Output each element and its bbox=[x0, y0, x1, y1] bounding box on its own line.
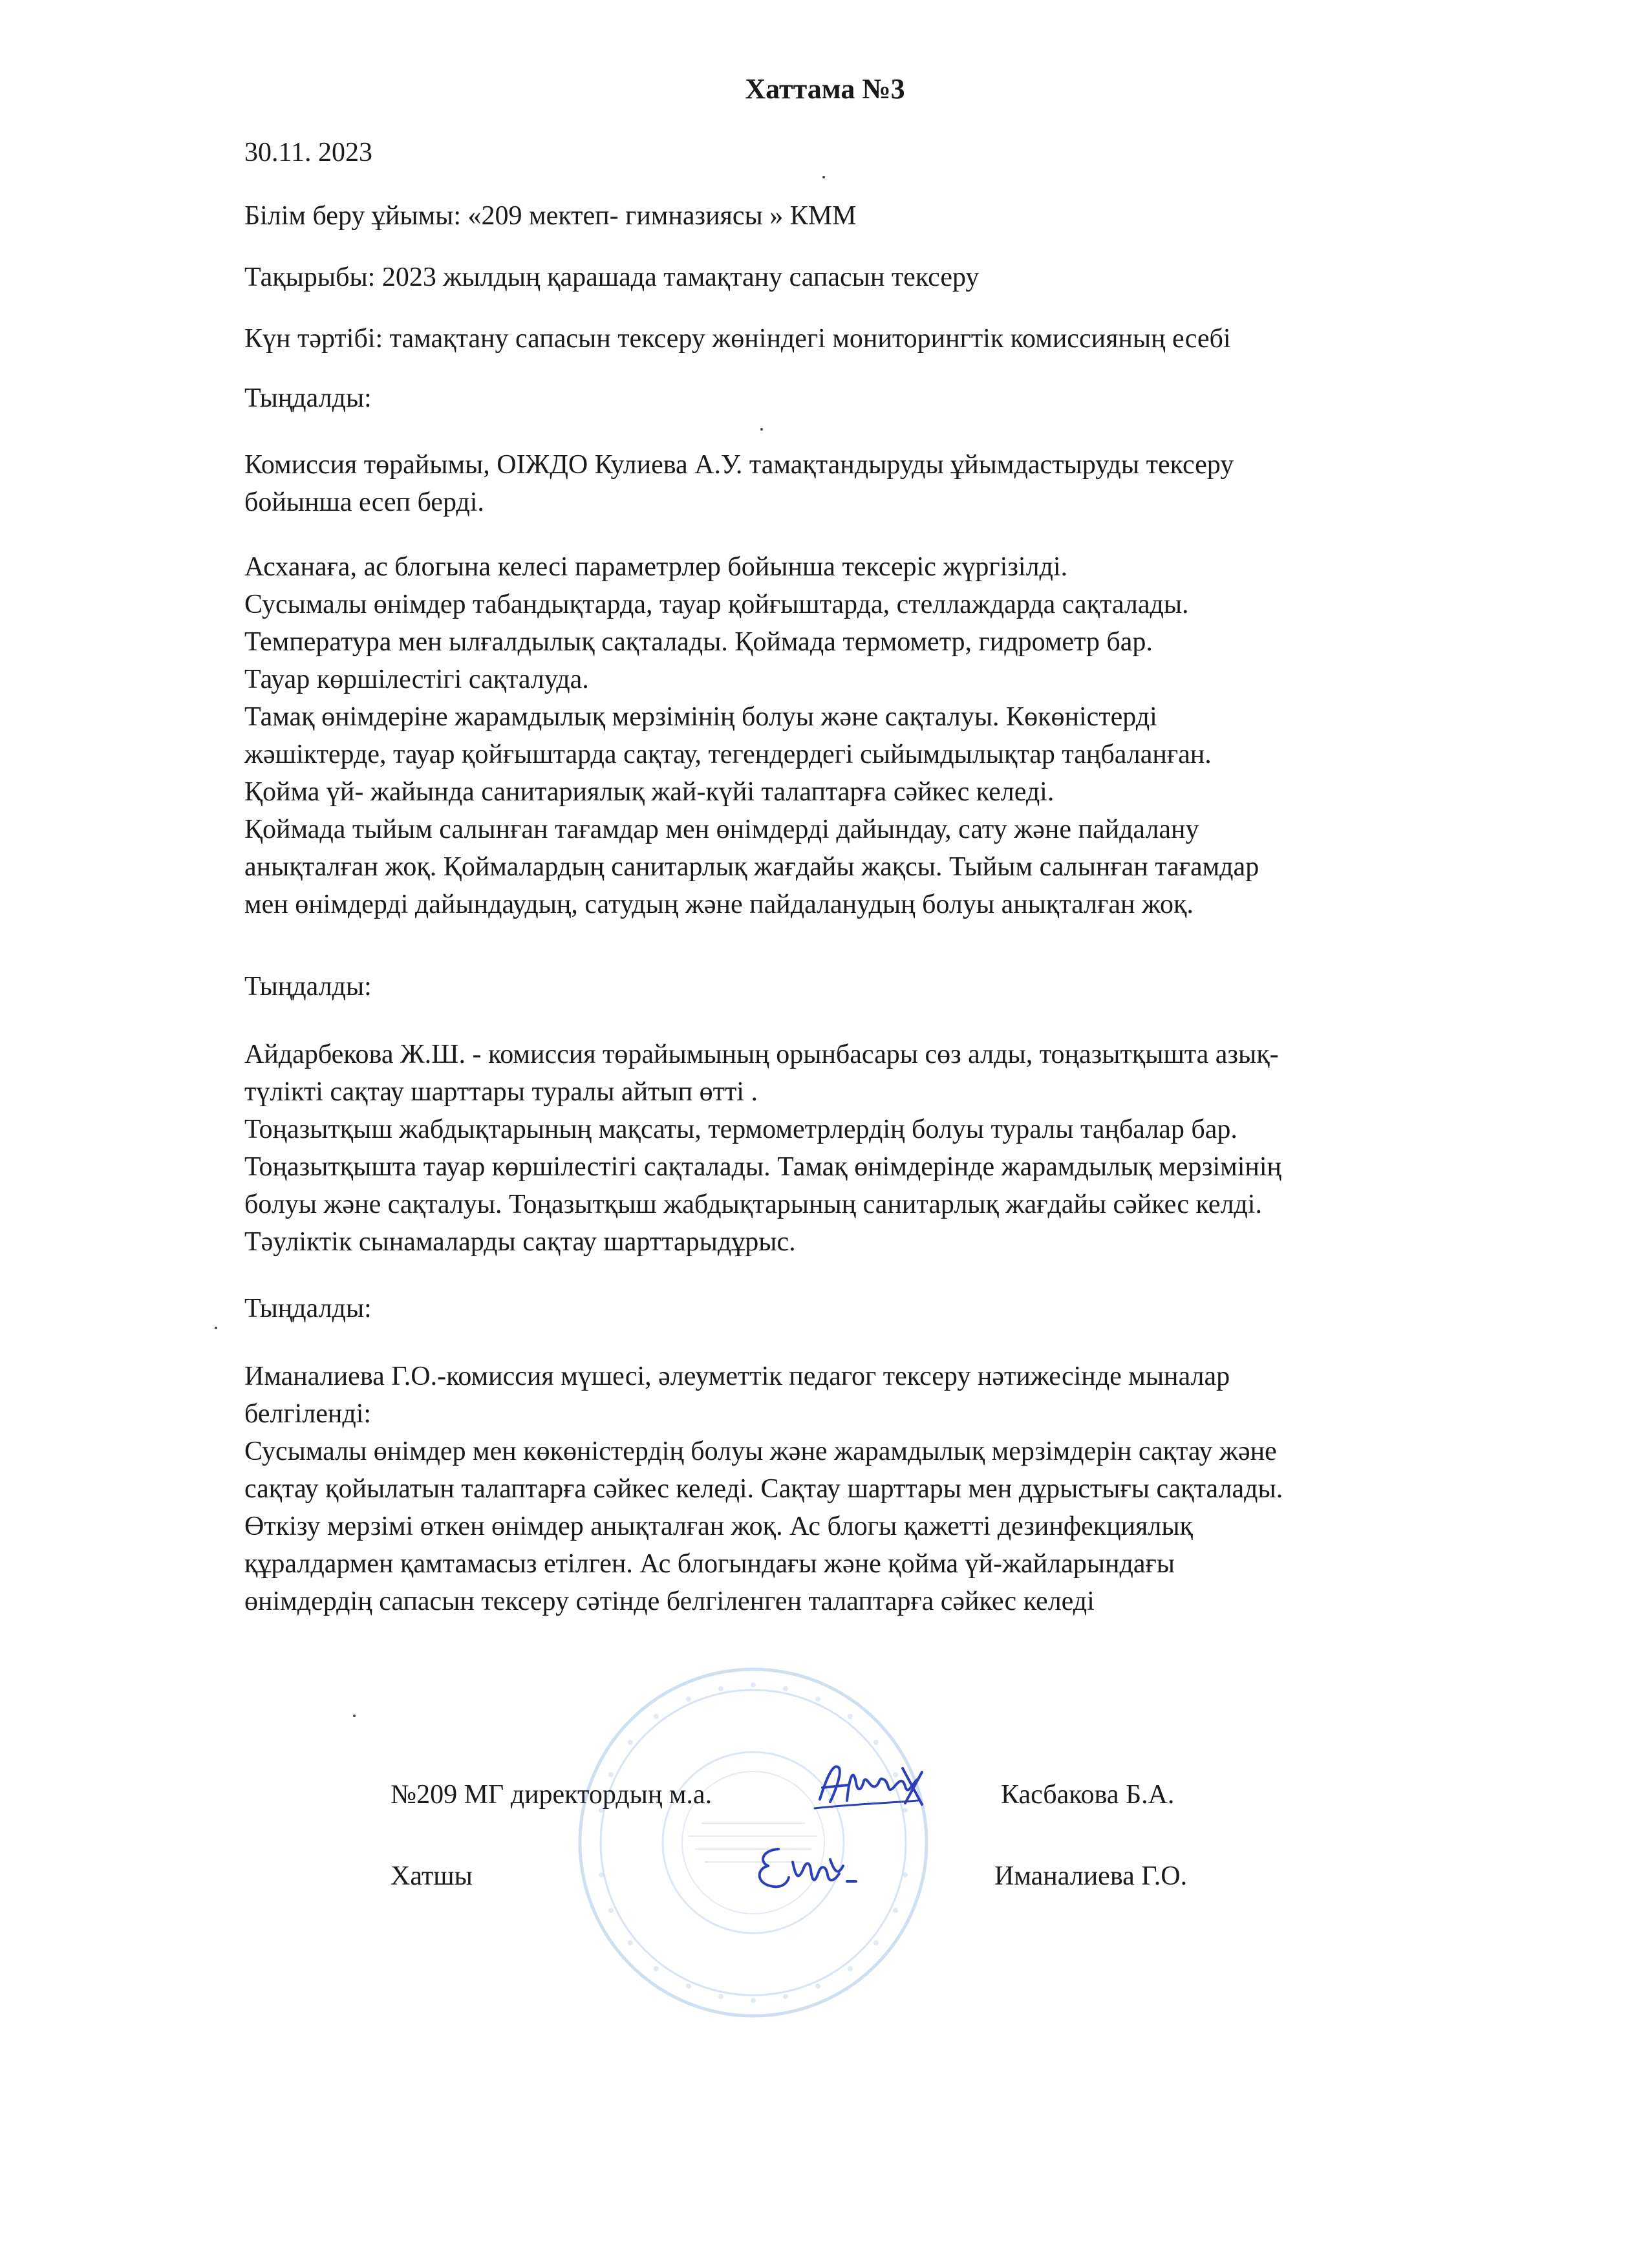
scan-speck bbox=[353, 1715, 356, 1717]
director-signature bbox=[808, 1749, 938, 1820]
secretary-role-label: Хатшы bbox=[391, 1861, 473, 1891]
scan-speck bbox=[760, 428, 763, 431]
heard-heading-2: Тыңдалды: bbox=[244, 972, 372, 1001]
scan-speck bbox=[822, 176, 825, 178]
secretary-name: Иманалиева Г.О. bbox=[994, 1861, 1188, 1891]
heard-heading-3: Тыңдалды: bbox=[244, 1294, 372, 1323]
report-paragraph-3: Иманалиева Г.О.-комиссия мүшесі, әлеуметтік педагог тексеру нәтижесінде мыналар белгіленді: Сусымалы өнімдер мен көкөністердің болуы және жарамдылық мерзімдерін сақтау және сақтау қойылатын талаптарға сәйкес келеді. Сақтау шарттары мен дұрыстығы сақталады. Өткізу мерзімі өткен өнімдер анықталған жоқ. Ас блогы қажетті дезинфекциялық құралдармен қамтамасыз етілген. Ас блогындағы және қойма үй-жайларындағы өнімдердің сапасын тексеру сәтінде белгіленген талаптарға сәйкес келеді bbox=[244, 1362, 1283, 1616]
heard-heading-1: Тыңдалды: bbox=[244, 383, 372, 413]
document-title: Хаттама №3 bbox=[745, 73, 905, 105]
agenda-line: Күн тәртібі: тамақтану сапасын тексеру жөніндегі мониторингтік комиссияның есебі bbox=[244, 324, 1231, 354]
director-name: Касбакова Б.А. bbox=[1001, 1780, 1175, 1810]
scan-speck bbox=[215, 1327, 217, 1329]
organization-line: Білім беру ұйымы: «209 мектеп- гимназиясы » КММ bbox=[244, 201, 857, 231]
report-paragraph-2: Айдарбекова Ж.Ш. - комиссия төрайымының орынбасары сөз алды, тоңазытқышта азық- түлікті сақтау шарттары туралы айтып өтті . Тоңазытқыш жабдықтарының мақсаты, термометрлердің болуы туралы таңбалар бар. Тоңазытқышта тауар көршілестігі сақталады. Тамақ өнімдерінде жарамдылық мерзімінің болуы және сақталуы. Тоңазытқыш жабдықтарының санитарлық жағдайы сәйкес келді. Тәуліктік сынамаларды сақтау шарттарыдұрыс. bbox=[244, 1040, 1281, 1257]
document-date: 30.11. 2023 bbox=[244, 138, 372, 167]
findings-paragraph-1: Асханаға, ас блогына келесі параметрлер бойынша тексеріс жүргізілді. Сусымалы өнімдер табандықтарда, тауар қойғыштарда, стеллаждарда сақталады. Температура мен ылғалдылық сақталады. Қоймада термометр, гидрометр бар. Тауар көршілестігі сақталуда. Тамақ өнімдеріне жарамдылық мерзімінің болуы және сақталуы. Көкөністерді жәшіктерде, тауар қойғыштарда сақтау, тегендердегі сыйымдылықтар таңбаланған. Қойма үй- жайында санитариялық жай-күйі талаптарға сәйкес келеді. Қоймада тыйым салынған тағамдар мен өнімдерді дайындау, сату және пайдалану анықталған жоқ. Қоймалардың санитарлық жағдайы жақсы. Тыйым салынған тағамдар мен өнімдерді дайындаудың, сатудың және пайдаланудың болуы анықталған жоқ. bbox=[244, 552, 1259, 919]
director-role-label: №209 МГ директордың м.а. bbox=[391, 1780, 712, 1810]
secretary-signature bbox=[742, 1836, 878, 1907]
report-paragraph-1: Комиссия төрайымы, ОІЖДО Кулиева А.У. тамақтандыруды ұйымдастыруды тексеру бойынша есеп берді. bbox=[244, 450, 1234, 517]
subject-line: Тақырыбы: 2023 жылдың қарашада тамақтану сапасын тексеру bbox=[244, 262, 980, 292]
